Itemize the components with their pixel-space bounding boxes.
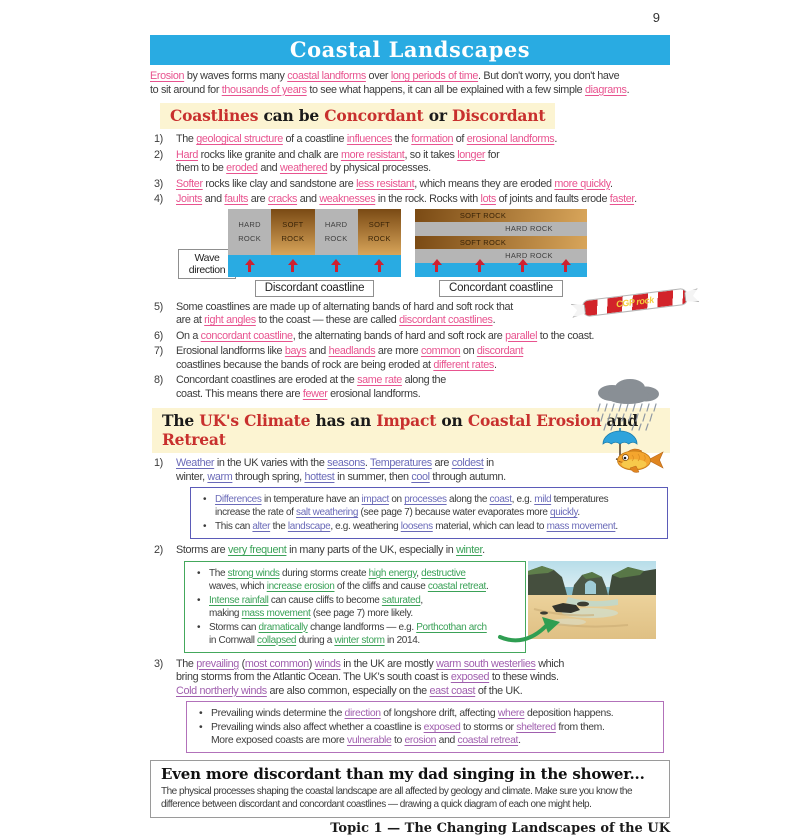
storms-box — [184, 561, 526, 653]
prevailing-winds-box — [186, 701, 664, 753]
bullet-icon — [193, 594, 209, 620]
list-item: 1) Weather in the UK varies with the seasons. Temperatures are coldest in winter, warm through spring, hottest in summer, then cool through autumn. — [154, 457, 506, 483]
list-item: 2) Hard rocks like granite and chalk are more resistant, so it takes longer for them to be eroded and weathered by physical processes. — [154, 148, 500, 174]
list-item: 6) On a concordant coastline, the alternating bands of hard and soft rock are parallel to the coast. — [154, 329, 595, 342]
list-item: 3) Softer rocks like clay and sandstone are less resistant, which means they are eroded more quickly. — [154, 177, 613, 190]
wave-arrow-icon — [330, 259, 342, 272]
coastline-diagram — [150, 209, 670, 299]
page-number: 9 — [652, 10, 660, 25]
bullet-icon — [199, 520, 215, 533]
wave-arrow-icon — [373, 259, 385, 272]
discordant-caption: Discordant coastline — [255, 280, 375, 298]
list-item: 5) Some coastlines are made up of alternating bands of hard and soft rock that are at right angles to the coast — these are called discordant coastlines. CGP rock — [150, 301, 670, 328]
hard-rock-band: HARD ROCK — [415, 222, 587, 236]
bullet-item: • This can alter the landscape, e.g. weathering loosens material, which can lead to mass movement. — [199, 520, 659, 533]
section-heading-coastlines: Coastlines can be Concordant or Discordant — [160, 103, 555, 129]
page-title: Coastal Landscapes — [150, 35, 670, 65]
hard-rock-band: HARD ROCK — [315, 209, 358, 255]
concordant-caption: Concordant coastline — [439, 280, 563, 298]
hard-rock-band: HARD ROCK — [415, 249, 587, 263]
bullet-item: • The strong winds during storms create high energy, destructive waves, which increase erosion of the cliffs and cause coastal retreat. — [193, 567, 517, 593]
bullet-item: • Storms can dramatically change landforms — e.g. Porthcothan arch in Cornwall collapsed during a winter storm in 2014. — [193, 621, 517, 647]
list-item: 7) Erosional landforms like bays and headlands are more common on discordant coastlines because the bands of rock are being eroded at different rates. — [154, 345, 524, 371]
intro-paragraph: Erosion by waves forms many coastal landforms over long periods of time. But don't worry, you don't have to sit around for thousands of years to see what happens, it can all be explained with a few simple diagrams. — [150, 70, 630, 96]
temperature-box — [190, 487, 668, 539]
list-item: 1) The geological structure of a coastline influences the formation of erosional landforms. — [154, 133, 557, 145]
bullet-icon — [199, 493, 215, 519]
climate-item-3 — [150, 658, 670, 699]
photo-pointer-arrow-icon — [498, 617, 562, 643]
cgp-rock-candy-icon: CGP rock — [581, 287, 688, 317]
section-heading-climate: The UK's Climate has an Impact on Coastal Erosion and Retreat — [152, 408, 670, 453]
list-item: 8) Concordant coastlines are eroded at the same rate along the coast. This means there are fewer erosional landforms. — [154, 374, 446, 400]
soft-rock-band: SOFT ROCK — [415, 236, 587, 250]
bullet-icon — [193, 567, 209, 593]
wave-arrow-icon — [244, 259, 256, 272]
concordant-rock-bands — [415, 209, 587, 260]
review-body: The physical processes shaping the coastal landscape are all affected by geology and climate. Make sure you know the difference between discordant and concordant coastlines — drawing a quick diagram of each one might help. — [161, 786, 633, 810]
review-title: Even more discordant than my dad singing in the shower... — [161, 765, 645, 783]
bullet-item: • Prevailing winds determine the direction of longshore drift, affecting where deposition happens. — [195, 707, 655, 720]
bullet-item: • Differences in temperature have an impact on processes along the coast, e.g. mild temperatures increase the rate of salt weathering (see page 7) because water evaporates more quickly. — [199, 493, 659, 519]
soft-rock-band: SOFT ROCK — [358, 209, 401, 255]
bullet-icon — [195, 721, 211, 747]
discordant-diagram — [228, 209, 401, 298]
concordant-diagram — [415, 209, 587, 298]
rain-cloud-fish-icon — [590, 378, 670, 478]
review-box — [150, 760, 670, 818]
climate-item-2 — [150, 544, 670, 558]
bullet-item: • Intense rainfall can cause cliffs to become saturated, making mass movement (see page 7) more likely. — [193, 594, 517, 620]
discordant-rock-bands — [228, 209, 401, 255]
storms-row — [150, 561, 670, 653]
wave-arrow-icon — [560, 259, 572, 272]
hard-rock-band: HARD ROCK — [228, 209, 271, 255]
wave-arrow-icon — [287, 259, 299, 272]
list-item: 2) Storms are very frequent in many parts of the UK, especially in winter. — [154, 544, 485, 556]
soft-rock-band: SOFT ROCK — [415, 209, 587, 223]
list-item: 3) The prevailing (most common) winds in the UK are mostly warm south westerlies which bring storms from the Atlantic Ocean. The UK's south coast is exposed to these winds. Cold northerly winds are also common, especially on the east coast of the UK. — [154, 657, 565, 697]
bullet-item: • Prevailing winds also affect whether a coastline is exposed to storms or sheltered from them. More exposed coasts are more vulnerable to erosion and coastal retreat. — [195, 721, 655, 747]
bullet-icon — [195, 707, 211, 720]
soft-rock-band: SOFT ROCK — [271, 209, 314, 255]
coastlines-list — [150, 133, 670, 401]
wave-arrow-icon — [431, 259, 443, 272]
topic-footer: Topic 1 — The Changing Landscapes of the UK — [330, 821, 670, 836]
sea-band — [228, 255, 401, 277]
list-item: 4) Joints and faults are cracks and weaknesses in the rock. Rocks with lots of joints and faults erode faster. — [154, 193, 637, 205]
wave-arrow-icon — [517, 259, 529, 272]
wave-direction-label: Wave direction — [178, 249, 236, 279]
wave-arrow-icon — [474, 259, 486, 272]
bullet-icon — [193, 621, 209, 647]
